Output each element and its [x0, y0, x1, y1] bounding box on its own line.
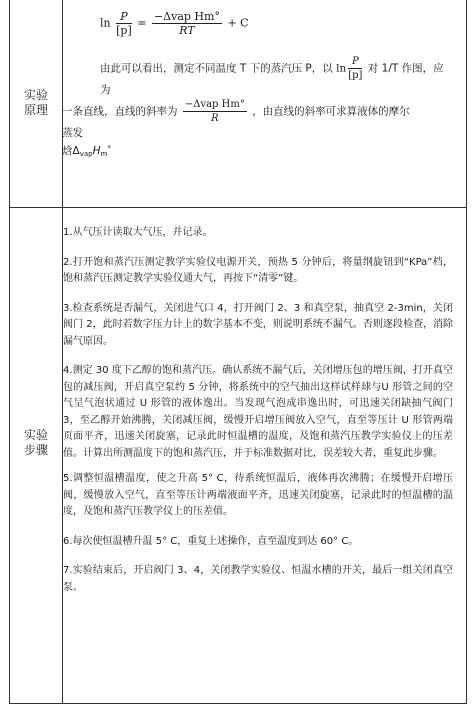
row-divider [10, 207, 466, 208]
step-item: 6.每次使恒温槽升温 5° C，重复上述操作，直至温度到达 60° C。 [63, 535, 359, 547]
step-item: 7.实验结束后，开启阀门 3、4，关闭教学实验仪、恒温水槽的开关，最后一组关闭真空泵。 [63, 565, 453, 593]
principle-section-label: 实验 原理 [23, 88, 48, 117]
clausius-clapeyron-formula: ln $\frac{P}{[p]}$ = $\frac{\text{−Δvap Hm°}}{RT}$ + C [100, 10, 249, 37]
step-item: 4.测定 30 度下乙醇的饱和蒸汽压。确认系统不漏气后，关闭增压包的增压阀，打开真空包的减压阀，开启真空泵约 5 分钟，将系统中的空气抽出这样试样球与U 形管之间的空气呈气泡状通过 U 形管的液体逸出。当发现气泡成串逸出时，可迅速关闭缺抽气阀门 3，至乙醇开始沸腾，关闭减压阀，缓慢开启增压阀放入空气，直至等压计 U 形管两端页面平齐，迅速关闭旋塞，记录此时恒温槽的温度，及饱和蒸汽压教学实验仪上的压差值。计算出所测温度下的饱和蒸汽压，并于标准数据对比，误差较大者，重复此步骤。 [63, 365, 453, 459]
axis-fraction: $\frac{P}{[p]}$ [348, 56, 363, 81]
experiment-steps-list [63, 225, 453, 609]
step-item: 2.打开饱和蒸汽压测定教学实验仪电源开关，预热 5 分钟后，将量纲旋钮到“KPa”档，饱和蒸汽压测定教学实验仪通大气，再按下“清零”键。 [63, 256, 453, 284]
step-item: 1.从气压计读取大气压，并记录。 [63, 227, 213, 238]
enthalpy-fraction: $\frac{\text{−Δvap Hm°}}{RT}$ [153, 10, 220, 37]
principle-paragraph-line2: 一条直线，直线的斜率为 $\frac{\text{−Δvap Hm°}}{R}$ ，由直线的斜率可求算液体的摩尔蒸发 [62, 99, 410, 139]
steps-section-label: 实验 步骤 [23, 428, 48, 457]
step-item: 3.检查系统是否漏气，关闭进气口 4，打开阀门 2、3 和真空泵，抽真空 2-3min，关闭阀门 2，此时若数字压力计上的数字基本不变，则说明系统不漏气。否则逐段检查，消除漏气原因。 [63, 302, 453, 347]
slope-fraction: $\frac{\text{−Δvap Hm°}}{R}$ [184, 99, 245, 124]
step-item: 5.调整恒温槽温度，使之升高 5° C，待系统恒温后，液体再次沸腾；在缓慢开启增压阀，缓慢放入空气，直至等压计两端液面平齐，迅速关闭旋塞，记录此时的恒温槽的温度，及饱和蒸汽压教学仪上的压差值。 [63, 473, 453, 517]
principle-paragraph-line3: 焓$\Delta_{vap}H_m^*$ [62, 144, 111, 158]
principle-paragraph-line1: 由此可以看出，测定不同温度 T 下的蒸汽压 P，以 ln $\frac{P}{[p]}$ 对 1/T 作图，应为 [100, 56, 444, 96]
pressure-ratio-fraction: $\frac{P}{[p]}$ [116, 10, 132, 37]
